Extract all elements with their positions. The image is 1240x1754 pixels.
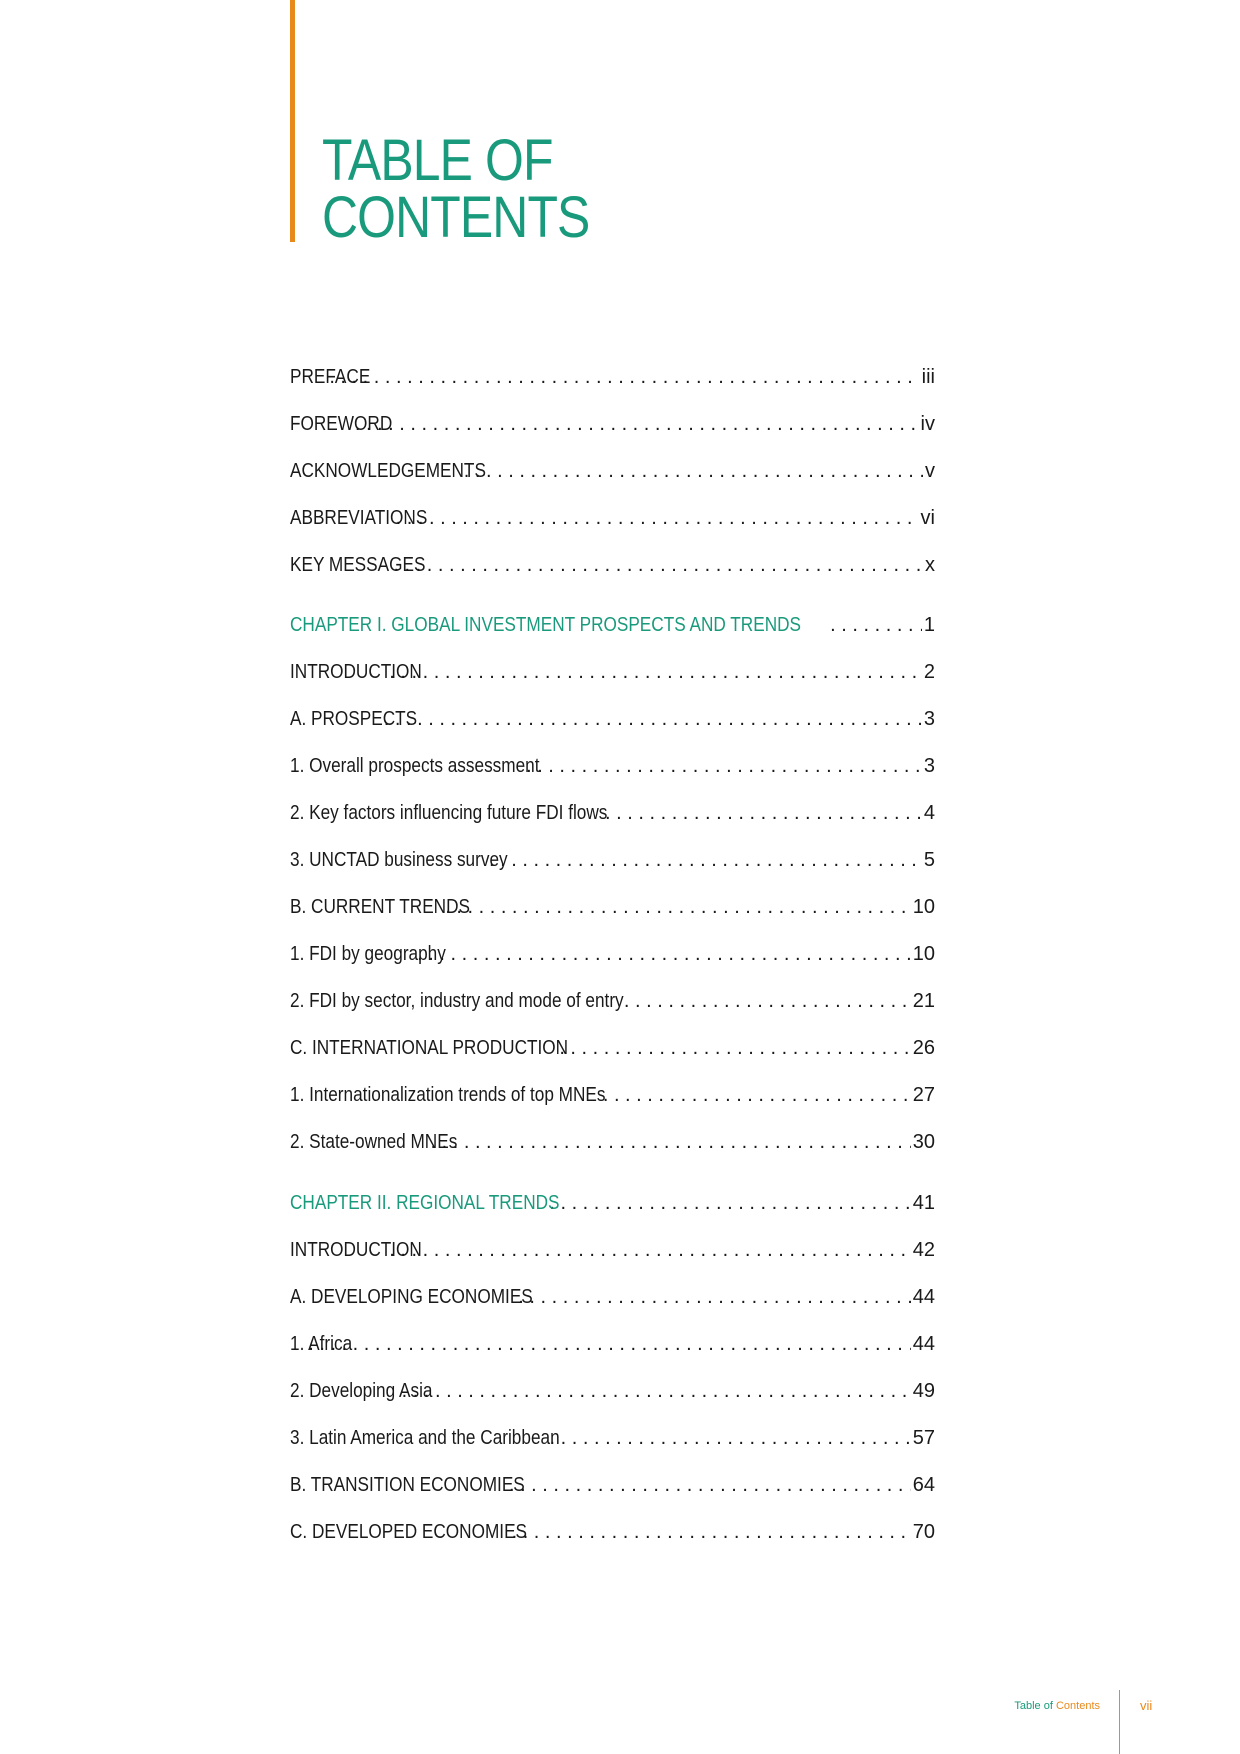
toc-entry[interactable] [290,1517,935,1547]
page-title-line1: TABLE OF [322,128,553,193]
toc-entry-page: iii [921,366,935,388]
toc-entry[interactable] [290,1080,935,1110]
toc-leader-dots [545,1188,910,1218]
toc-leader-dots [413,939,911,969]
toc-entry-label: 1. Internationalization trends of top MNEs [290,1084,606,1106]
toc-entry[interactable] [290,1033,935,1063]
toc-entry-page: 1 [923,614,935,636]
toc-entry[interactable] [290,1127,935,1157]
toc-entry[interactable] [290,456,935,486]
toc-entry[interactable] [290,362,935,392]
toc-entry-page: 70 [912,1521,935,1543]
toc-leader-dots [304,1329,911,1359]
toc-entry-label: CHAPTER II. REGIONAL TRENDS [290,1192,560,1214]
toc-entry-label: CHAPTER I. GLOBAL INVESTMENT PROSPECTS AND TRENDS [290,614,802,636]
toc-leader-dots [546,1423,911,1453]
toc-leader-dots [599,1080,911,1110]
toc-leader-dots [485,845,922,875]
toc-entry-label: INTRODUCTION [290,661,422,683]
toc-entry-label: ACKNOWLEDGEMENTS [290,460,486,482]
toc-entry-page: 27 [912,1084,935,1106]
toc-leader-dots [505,1470,911,1500]
toc-entry-label: 1. Overall prospects assessment [290,755,540,777]
toc-entry-page: 4 [923,802,935,824]
page-title-line2: CONTENTS [322,185,590,250]
toc-entry-label: KEY MESSAGES [290,554,426,576]
footer-running-title [1014,1700,1100,1712]
toc-entry[interactable] [290,657,935,687]
toc-entry-label: A. PROSPECTS [290,708,418,730]
toc-entry[interactable] [290,798,935,828]
toc-entry-label: INTRODUCTION [290,1239,422,1261]
toc-entry[interactable] [290,503,935,533]
toc-leader-dots [826,610,922,640]
toc-leader-dots [555,1033,910,1063]
toc-leader-dots [508,1517,911,1547]
toc-leader-dots [426,1127,910,1157]
toc-entry[interactable] [290,704,935,734]
toc-leader-dots [385,657,922,687]
toc-entry-page: 2 [923,661,935,683]
toc-entry-page: 57 [912,1427,935,1449]
toc-entry-label: 2. FDI by sector, industry and mode of entry [290,990,624,1012]
toc-leader-dots [392,503,919,533]
toc-entry[interactable] [290,1282,935,1312]
toc-entry-page: 3 [923,755,935,777]
toc-entry-page: 41 [912,1192,935,1214]
toc-entry[interactable] [290,939,935,969]
toc-leader-dots [380,704,922,734]
toc-entry-label: B. TRANSITION ECONOMIES [290,1474,525,1496]
toc-entry[interactable] [290,986,935,1016]
toc-entry-page: 44 [912,1286,935,1308]
footer-title-part2: Contents [1055,1700,1100,1712]
toc-chapter-entry[interactable] [290,1188,935,1218]
toc-entry[interactable] [290,550,935,580]
toc-entry-label: B. CURRENT TRENDS [290,896,470,918]
toc-entry-page: 30 [912,1131,935,1153]
toc-entry-label: 3. UNCTAD business survey [290,849,508,871]
toc-entry-page: 44 [912,1333,935,1355]
toc-leader-dots [441,892,911,922]
toc-chapter-entry[interactable] [290,610,935,640]
toc-entry-label: FOREWORD [290,413,393,435]
toc-leader-dots [522,751,922,781]
toc-entry-page: 10 [912,896,935,918]
toc-leader-dots [460,456,923,486]
toc-entry[interactable] [290,845,935,875]
toc-entry-label: 2. Key factors influencing future FDI flows [290,802,608,824]
toc-leader-dots [620,986,911,1016]
toc-entry-page: 64 [912,1474,935,1496]
footer-divider [1119,1690,1120,1754]
toc-leader-dots [398,1376,911,1406]
toc-leader-dots [351,409,919,439]
toc-entry[interactable] [290,1329,935,1359]
toc-entry-page: 5 [923,849,935,871]
toc-entry-page: iv [920,413,935,435]
toc-entry-label: 2. Developing Asia [290,1380,433,1402]
toc-entry[interactable] [290,1235,935,1265]
toc-entry[interactable] [290,1423,935,1453]
toc-entry-label: 2. State-owned MNEs [290,1131,458,1153]
toc-entry-label: ABBREVIATIONS [290,507,428,529]
toc-entry[interactable] [290,409,935,439]
toc-entry-label: 1. FDI by geography [290,943,446,965]
toc-entry[interactable] [290,1470,935,1500]
toc-entry-page: 21 [912,990,935,1012]
toc-entry-page: v [925,460,935,482]
toc-entry-label: C. DEVELOPED ECONOMIES [290,1521,528,1543]
toc-entry-label: A. DEVELOPING ECONOMIES [290,1286,533,1308]
toc-entry-page: x [925,554,935,576]
toc-entry[interactable] [290,1376,935,1406]
toc-entry-page: 49 [912,1380,935,1402]
toc-entry[interactable] [290,751,935,781]
footer-title-part1: Table of [1014,1700,1056,1712]
toc-leader-dots [385,1235,910,1265]
toc-entry-page: 42 [912,1239,935,1261]
toc-leader-dots [389,550,923,580]
toc-entry-page: 10 [912,943,935,965]
toc-entry-label: PREFACE [290,366,371,388]
toc-entry-label: C. INTERNATIONAL PRODUCTION [290,1037,569,1059]
toc-entry-page: 26 [912,1037,935,1059]
toc-entry-label: 3. Latin America and the Caribbean [290,1427,560,1449]
toc-leader-dots [325,362,919,392]
footer-page-number: vii [1140,1698,1153,1713]
toc-entry-label: 1. Africa [290,1333,353,1355]
toc-leader-dots [514,1282,911,1312]
toc-entry-page: 3 [923,708,935,730]
toc-leader-dots [601,798,922,828]
toc-entry-page: vi [920,507,935,529]
toc-entry[interactable] [290,892,935,922]
